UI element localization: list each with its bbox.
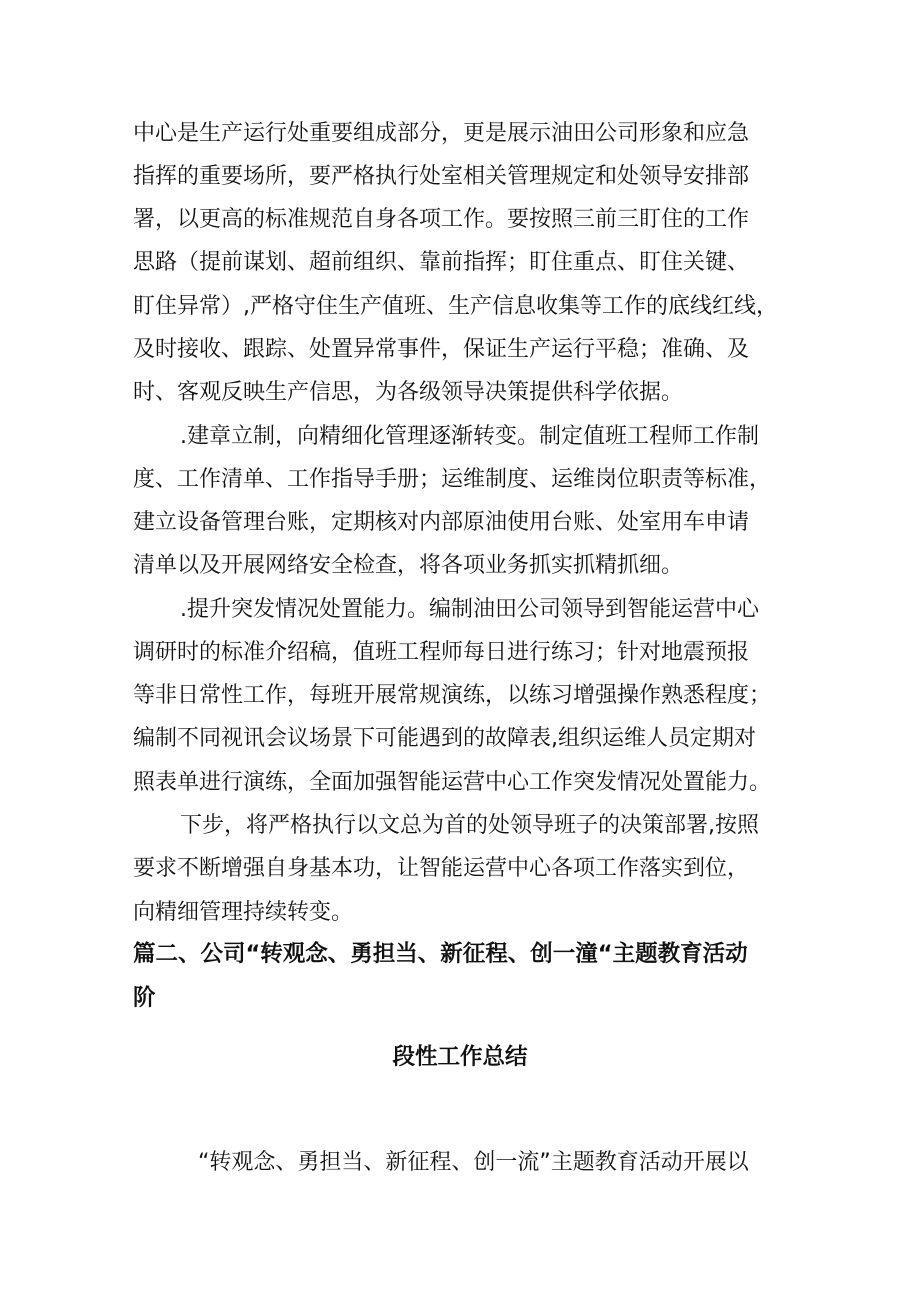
section-subheading: 段性工作总结 <box>392 1044 528 1070</box>
paragraph-2-line-1: .建章立制，向精细化管理逐渐转变。制定值班工程师工作制 <box>180 424 759 449</box>
paragraph-1-line-6: 及时接收、跟踪、处置异常事件，保证生产运行平稳；准确、及 <box>133 337 750 362</box>
paragraph-4-line-1: 下步，将严格执行以文总为首的处领导班子的决策部署,按照 <box>180 813 759 838</box>
paragraph-3-line-1: .提升突发情况处置能力。编制油田公司领导到智能运营中心 <box>180 597 759 622</box>
paragraph-2-line-2: 度、工作清单、工作指导手册；运维制度、运维岗位职责等标准， <box>133 467 772 492</box>
section-heading-line-1: 篇二、公司“转观念、勇担当、新征程、创一潼“主题教育活动 <box>133 941 748 967</box>
paragraph-4-line-2: 要求不断增强自身基本功，让智能运营中心各项工作落实到位， <box>133 856 750 881</box>
paragraph-5-line-1: “转观念、勇担当、新征程、创一流”主题教育活动开展以 <box>198 1150 749 1175</box>
paragraph-1-line-7: 时、客观反映生产信思，为各级领导决策提供科学依据。 <box>133 380 684 405</box>
paragraph-1-line-4: 思路（提前谋划、超前组织、靠前指挥；盯住重点、盯住关键、 <box>133 250 750 275</box>
paragraph-1-line-3: 署，以更高的标准规范自身各项工作。要按照三前三盯住的工作 <box>133 207 750 232</box>
paragraph-3-line-5: 照表单进行演练，全面加强智能运营中心工作突发情况处置能力。 <box>133 770 772 795</box>
paragraph-4-line-3: 向精细管理持续转变。 <box>133 900 354 925</box>
paragraph-3-line-2: 调研时的标准介绍稿，值班工程师每日进行练习；针对地震预报 <box>133 640 750 665</box>
paragraph-1-line-2: 指挥的重要场所，要严格执行处室相关管理规定和处领导安排部 <box>133 164 750 189</box>
paragraph-3-line-3: 等非日常性工作，每班开展常规演练，以练习增强操作熟悉程度； <box>133 683 772 708</box>
section-heading-line-2: 阶 <box>133 985 156 1011</box>
paragraph-2-line-4: 清单以及开展网络安全检查，将各项业务抓实抓精抓细。 <box>133 553 684 578</box>
paragraph-1-line-5: 盯住异常）,严格守住生产值班、生产信息收集等工作的底线红线， <box>133 294 778 319</box>
paragraph-2-line-3: 建立设备管理台账，定期核对内部原油使用台账、处室用车申请 <box>133 510 750 535</box>
paragraph-1-line-1: 中心是生产运行处重要组成部分，更是展示油田公司形象和应急 <box>133 121 750 146</box>
paragraph-3-line-4: 编制不同视讯会议场景下可能遇到的故障表,组织运维人员定期对 <box>133 726 756 751</box>
